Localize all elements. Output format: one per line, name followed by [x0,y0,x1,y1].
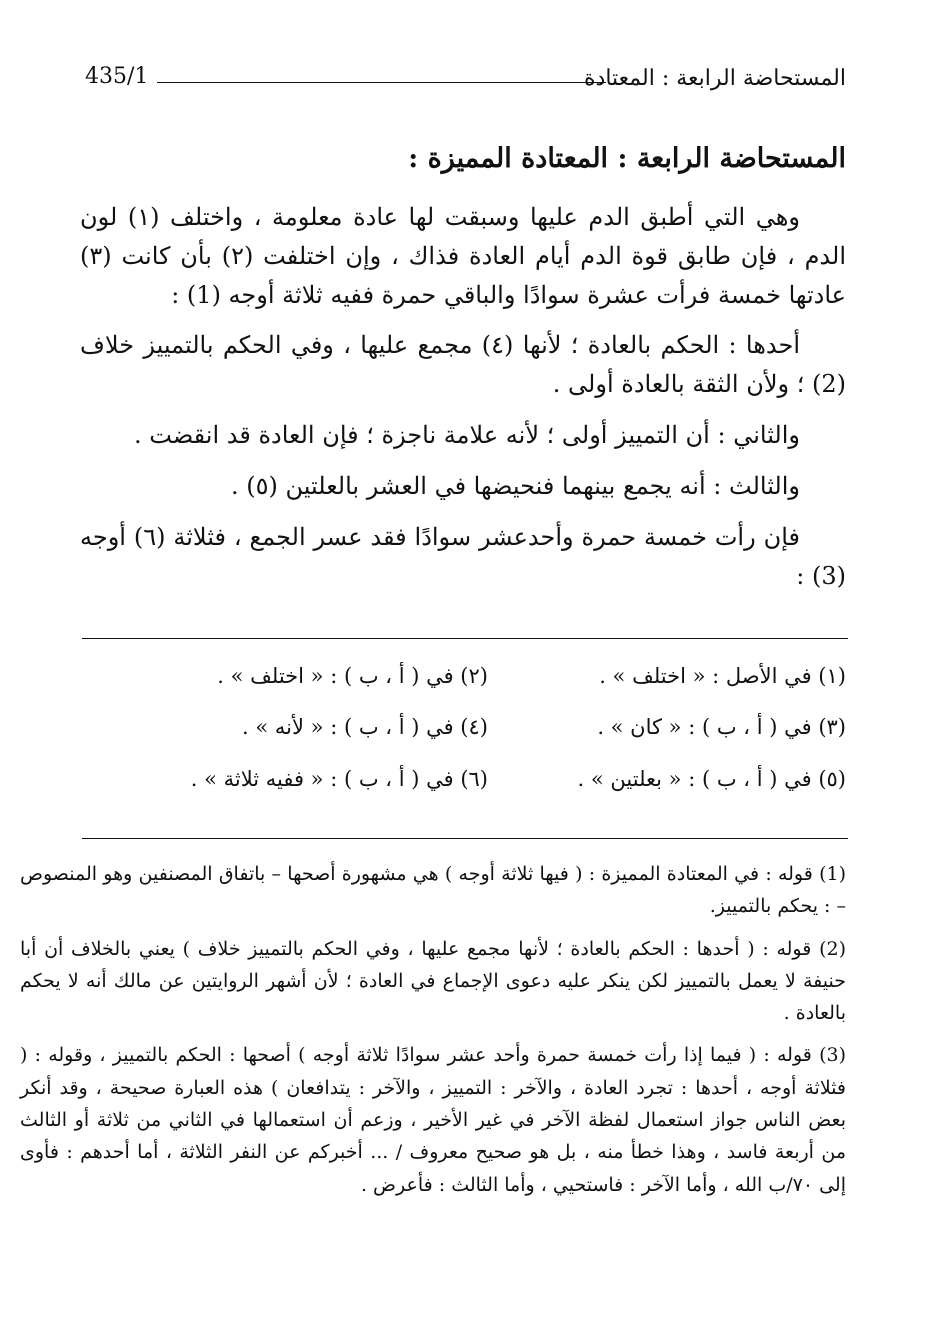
footnote-number: (2) [819,937,847,960]
page-number: 435/1 [85,64,149,89]
variant-note: (٤) في ( أ ، ب ) : « لأنه » . [242,715,488,740]
paragraph-4: والثالث : أنه يجمع بينهما فنحيضها في العشر بالعلتين (٥) . [231,472,800,501]
footnotes-rule [82,838,848,839]
paragraph-1: وهي التي أطبق الدم عليها وسبقت لها عادة معلومة ، واختلف (١) لون الدم ، فإن طابق قوة الدم أيام العادة فذاك ، وإن اختلفت (٢) بأن كانت (٣) عادتها خمسة فرأت عشرة سوادًا والباقي حمرة ففيه ثلاثة أوجه (1) : [80,202,847,309]
footnote [20,858,846,923]
header-rule [157,82,606,83]
footnote-number: (1) [819,863,846,885]
variant-note: (٥) في ( أ ، ب ) : « بعلتين » . [577,766,846,791]
footnote [20,933,846,1030]
running-title: المستحاضة الرابعة : المعتادة [584,66,846,91]
footnote-text: قوله : ( أحدها : الحكم بالعادة ؛ لأنها مجمع عليها ، وفي الحكم بالتمييز خلاف ) يعني بالخلاف أن أبا حنيفة لا يعمل بالتمييز لكن ينكر عليه دعوى الإجماع في العادة ؛ لأن أشهر الروايتين عن مالك أنه لا يحكم بالعادة . [20,937,846,1025]
paragraph-3: والثاني : أن التمييز أولى ؛ لأنه علامة ناجزة ؛ فإن العادة قد انقضت . [134,421,800,450]
variant-note: (٦) في ( أ ، ب ) : « ففيه ثلاثة » . [190,766,488,791]
paragraph-5: فإن رأت خمسة حمرة وأحدعشر سوادًا فقد عسر الجمع ، فثلاثة (٦) أوجه (3) : [80,522,846,590]
running-header [85,60,846,100]
variant-note: (١) في الأصل : « اختلف » . [599,664,846,688]
section-title: المستحاضة الرابعة : المعتادة المميزة : [408,143,846,174]
variant-note: (٣) في ( أ ، ب ) : « كان » . [597,715,846,740]
manuscript-variants [150,662,846,794]
footnote-text: قوله : في المعتادة المميزة : ( فيها ثلاثة أوجه ) هي مشهورة أصحها – باتفاق المصنفين وهو المنصوص – : يحكم بالتمييز. [20,863,846,918]
main-text [80,140,846,608]
commentary-footnotes [20,858,846,1211]
footnote-number: (3) [819,1044,847,1067]
variant-note: (٢) في ( أ ، ب ) : « اختلف » . [217,664,488,688]
paragraph-2: أحدها : الحكم بالعادة ؛ لأنها (٤) مجمع عليها ، وفي الحكم بالتمييز خلاف (2) ؛ ولأن الثقة بالعادة أولى . [80,331,846,399]
footnote [20,1039,846,1200]
variants-rule [82,638,848,639]
footnote-text: قوله : ( فيما إذا رأت خمسة حمرة وأحد عشر سوادًا ثلاثة أوجه ) أصحها : الحكم بالتمييز ، وقوله : ( فثلاثة أوجه ، أحدها : تجرد العادة ، والآخر : التمييز ، والآخر : يتدافعان ) هذه العبارة صحيحة ، وقد أنكر بعض الناس جواز استعمال لفظة الآخر في غير الأخير ، وزعم أن استعمالها في الثاني من ثلاثة أو الثالث من أربعة فاسد ، وهذا خطأ منه ، بل هو صحيح معروف / ... أخبركم عن النفر الثلاثة ، أما أحدهم : فأوى إلى ٧٠/ب الله ، وأما الآخر : فاستحيي ، وأما الثالث : فأعرض . [20,1044,846,1196]
